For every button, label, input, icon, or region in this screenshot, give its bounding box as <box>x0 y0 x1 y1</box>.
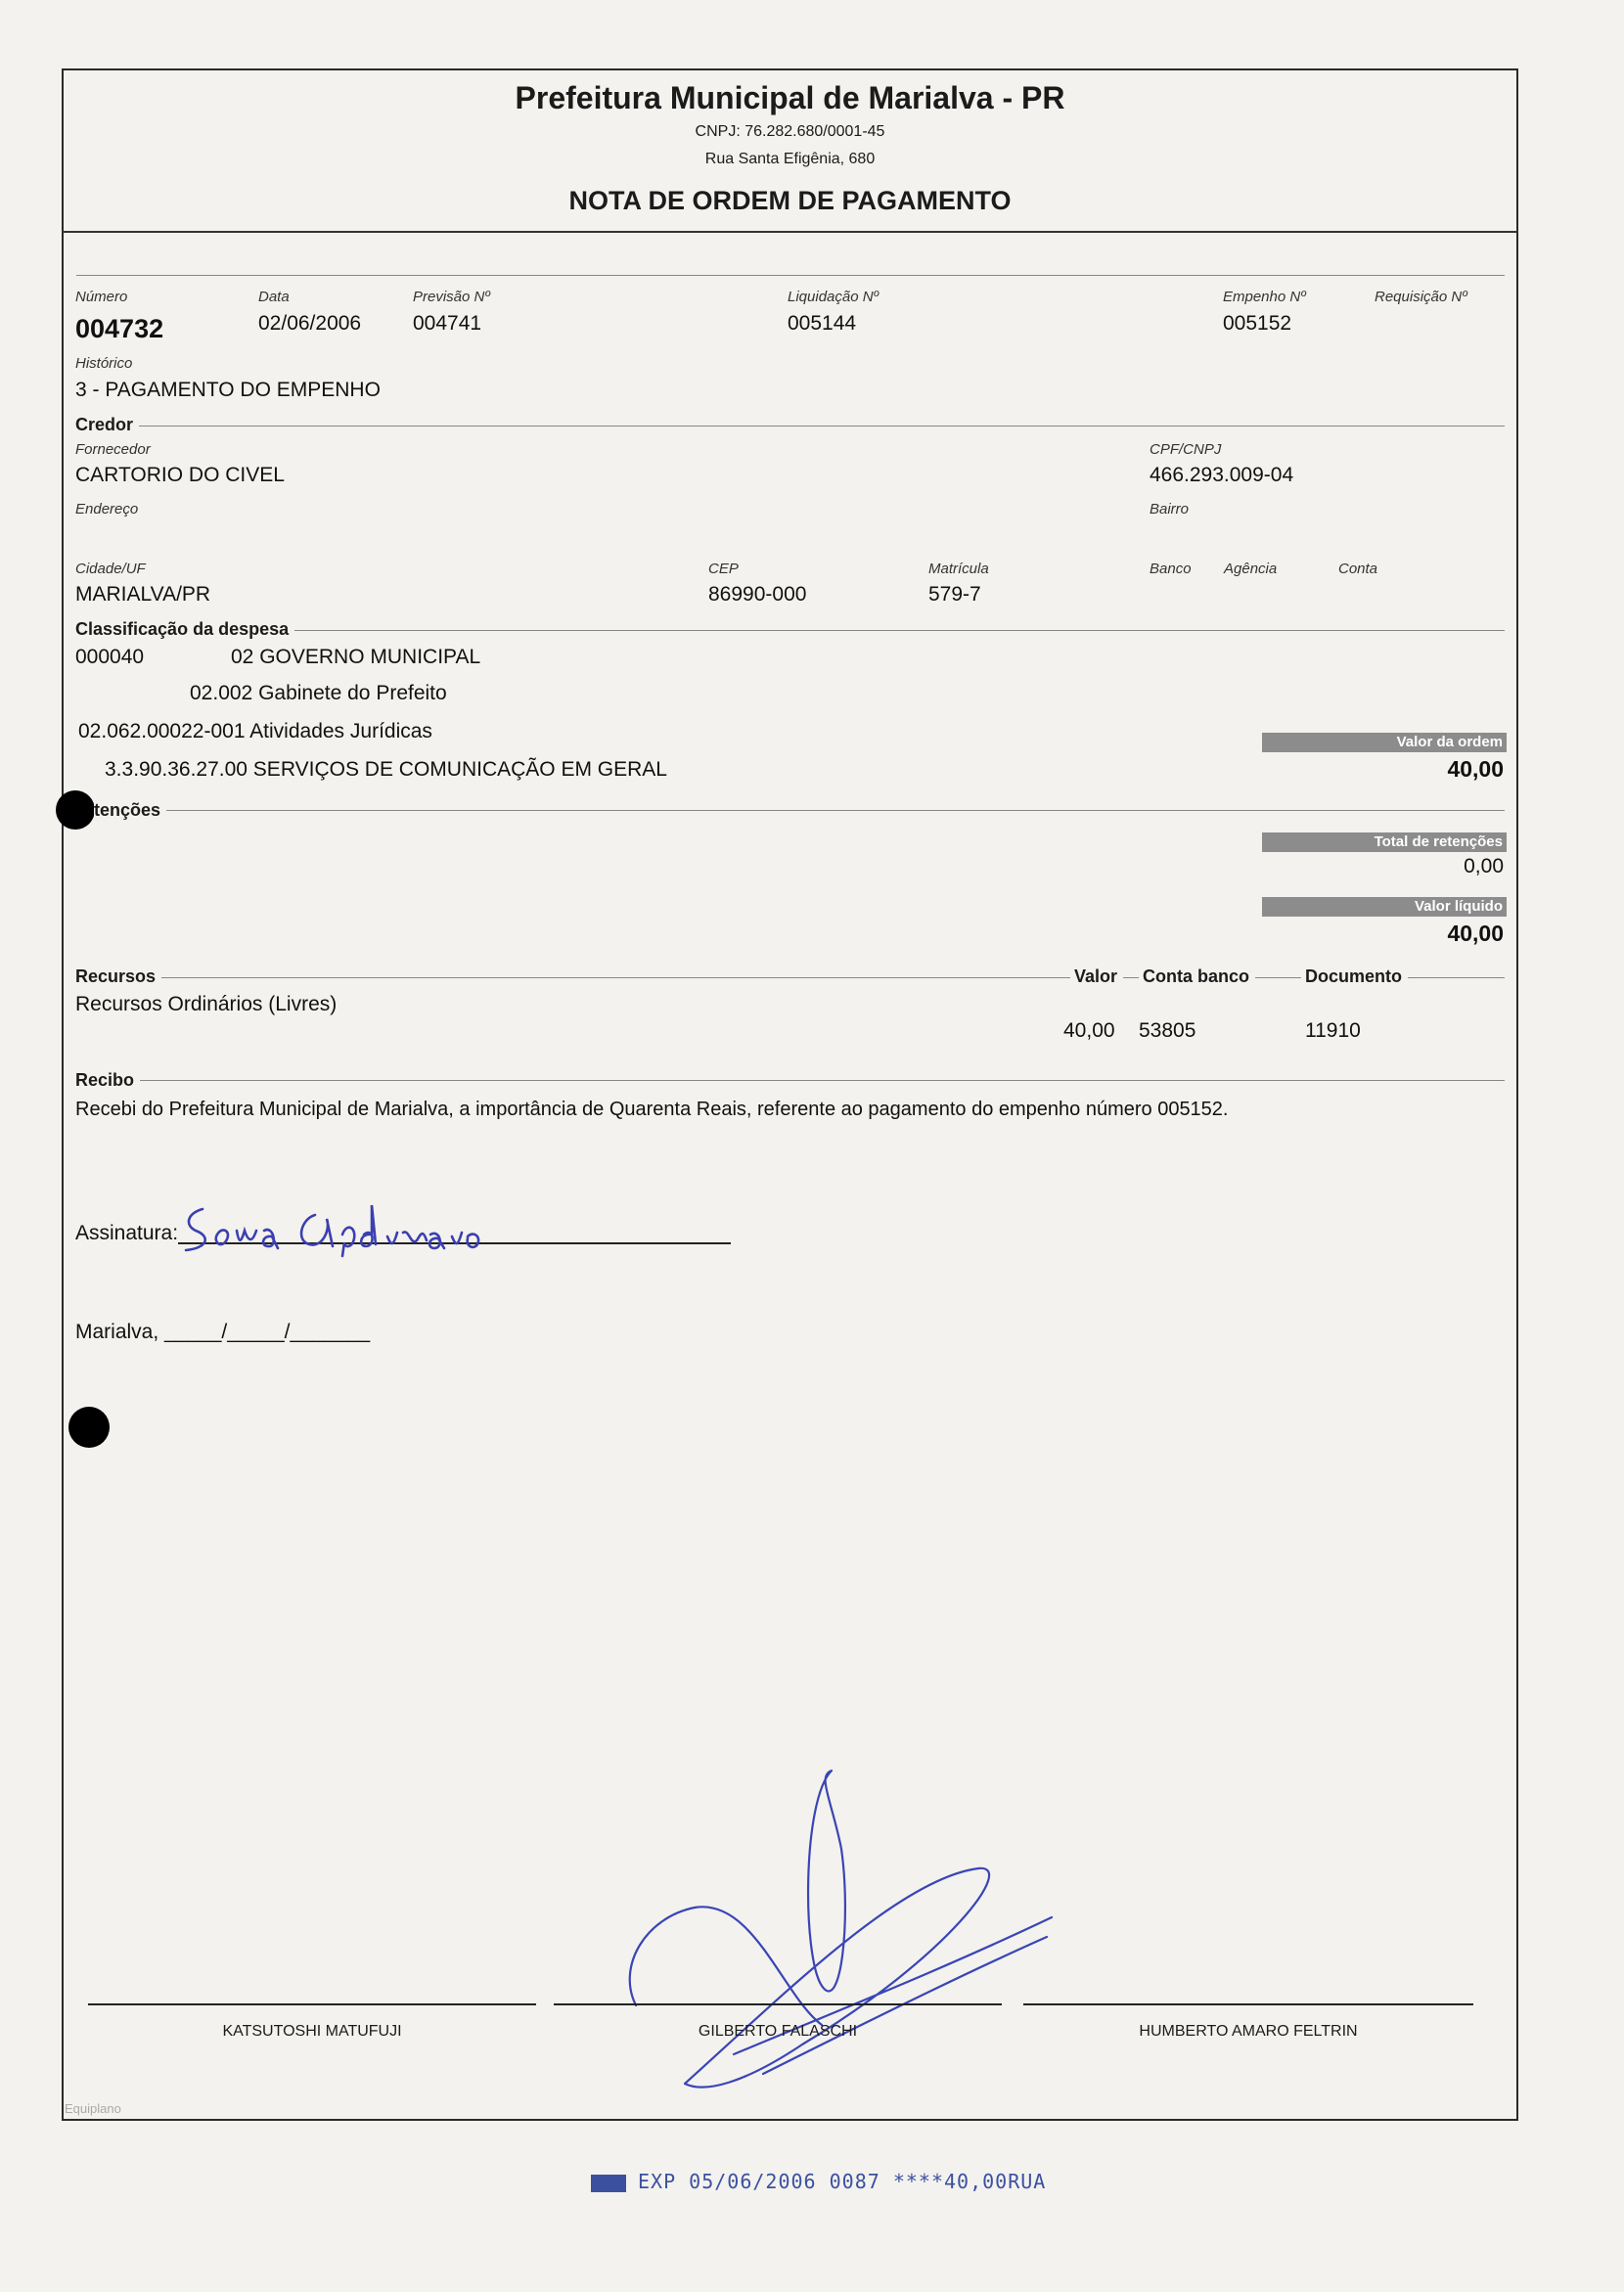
historico-label: Histórico <box>75 355 133 372</box>
recursos-valor-label: Valor <box>1070 966 1123 987</box>
recursos-conta-label: Conta banco <box>1139 966 1255 987</box>
cpf-label: CPF/CNPJ <box>1150 441 1222 458</box>
data-value: 02/06/2006 <box>258 312 362 335</box>
punch-hole-dot <box>68 1407 110 1448</box>
valor-ordem-value: 40,00 <box>1447 756 1504 782</box>
credor-section-title: Credor <box>75 415 139 435</box>
fornecedor-value: CARTORIO DO CIVEL <box>75 464 285 486</box>
cidade-label: Cidade/UF <box>75 561 146 577</box>
recursos-descricao: Recursos Ordinários (Livres) <box>75 993 338 1015</box>
local-date-line: Marialva, _____/_____/_______ <box>75 1321 371 1343</box>
bank-stamp-text: EXP 05/06/2006 0087 ****40,00RUA <box>638 2170 1047 2193</box>
assinatura-label: Assinatura: <box>75 1222 179 1244</box>
recursos-documento: 11910 <box>1305 1019 1361 1042</box>
classificacao-line2: 02.002 Gabinete do Prefeito <box>190 682 447 704</box>
recursos-conta: 53805 <box>1139 1019 1196 1042</box>
signatory-1-name: KATSUTOSHI MATUFUJI <box>222 2023 402 2040</box>
recibo-section-title: Recibo <box>75 1070 140 1091</box>
handwritten-signature-sonia <box>178 1201 550 1260</box>
total-retencoes-label: Total de retenções <box>1262 832 1507 852</box>
signature-line-2 <box>554 2003 1002 2005</box>
recibo-text: Recebi do Prefeitura Municipal de Marialva, a importância de Quarenta Reais, referente ao pagamento do empenho número 005152. <box>75 1099 1229 1120</box>
retencoes-section-title: tenções <box>94 800 166 821</box>
empenho-label: Empenho Nº <box>1223 289 1306 305</box>
cep-value: 86990-000 <box>708 583 807 606</box>
classificacao-line3: 02.062.00022-001 Atividades Jurídicas <box>78 720 432 742</box>
valor-liquido-label: Valor líquido <box>1262 897 1507 917</box>
conta-label: Conta <box>1338 561 1378 577</box>
recursos-documento-label: Documento <box>1301 966 1408 987</box>
previsao-value: 004741 <box>413 312 482 335</box>
recursos-section-title: Recursos <box>75 966 161 987</box>
cpf-value: 466.293.009-04 <box>1150 464 1294 486</box>
signature-line-1 <box>88 2003 536 2005</box>
bank-logo-icon <box>591 2175 626 2192</box>
signatory-3-name: HUMBERTO AMARO FELTRIN <box>1139 2023 1358 2040</box>
cnpj-text: CNPJ: 76.282.680/0001-45 <box>695 123 885 140</box>
data-label: Data <box>258 289 290 305</box>
previsao-label: Previsão Nº <box>413 289 490 305</box>
liquidacao-value: 005144 <box>788 312 857 335</box>
classificacao-line4: 3.3.90.36.27.00 SERVIÇOS DE COMUNICAÇÃO EM GERAL <box>105 758 667 781</box>
header-divider <box>62 231 1518 233</box>
address-text: Rua Santa Efigênia, 680 <box>704 151 876 167</box>
recursos-valor: 40,00 <box>1063 1019 1115 1042</box>
valor-ordem-label: Valor da ordem <box>1262 733 1507 752</box>
classificacao-section-title: Classificação da despesa <box>75 619 294 640</box>
matricula-value: 579-7 <box>928 583 981 606</box>
signature-line-3 <box>1023 2003 1473 2005</box>
signatory-2-name: GILBERTO FALASCHI <box>698 2023 858 2040</box>
handwritten-signature-gilberto <box>607 1761 1066 2113</box>
numero-value: 004732 <box>75 314 164 343</box>
document-title: NOTA DE ORDEM DE PAGAMENTO <box>568 186 1012 215</box>
bairro-label: Bairro <box>1150 501 1190 517</box>
equiplano-footer: Equiplano <box>65 2101 121 2116</box>
cidade-value: MARIALVA/PR <box>75 583 211 606</box>
requisicao-label: Requisição Nº <box>1375 289 1467 305</box>
endereco-label: Endereço <box>75 501 139 517</box>
punch-hole-dot <box>56 790 95 830</box>
agencia-label: Agência <box>1224 561 1278 577</box>
total-retencoes-value: 0,00 <box>1464 855 1504 877</box>
bank-stamp <box>591 2170 1046 2193</box>
page-title: Prefeitura Municipal de Marialva - PR <box>515 80 1065 115</box>
classificacao-code: 000040 <box>75 646 145 668</box>
banco-label: Banco <box>1150 561 1192 577</box>
numero-label: Número <box>75 289 128 305</box>
retencoes-line <box>76 810 1505 811</box>
recibo-line <box>76 1080 1505 1081</box>
valor-liquido-value: 40,00 <box>1447 921 1504 946</box>
empenho-value: 005152 <box>1223 312 1292 335</box>
fornecedor-label: Fornecedor <box>75 441 151 458</box>
recursos-line <box>76 977 1505 978</box>
matricula-label: Matrícula <box>928 561 989 577</box>
cep-label: CEP <box>708 561 739 577</box>
classificacao-line1: 02 GOVERNO MUNICIPAL <box>231 646 481 668</box>
credor-line <box>76 426 1505 427</box>
liquidacao-label: Liquidação Nº <box>788 289 880 305</box>
historico-value: 3 - PAGAMENTO DO EMPENHO <box>75 379 381 401</box>
ids-divider <box>76 275 1505 276</box>
